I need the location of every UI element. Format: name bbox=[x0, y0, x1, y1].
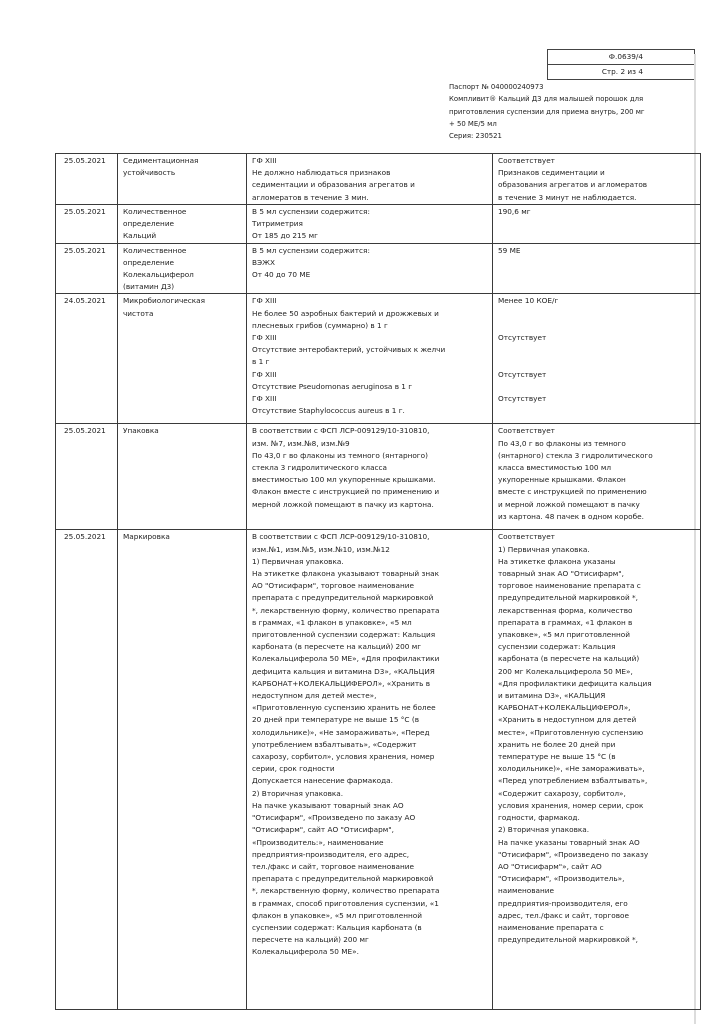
result-line: «Хранить в недоступном для детей bbox=[498, 715, 637, 725]
test-name-line: Микробиологическая bbox=[123, 296, 206, 306]
result-line: класса вместимостью 100 мл bbox=[498, 463, 612, 473]
result-line: из картона. 48 пачек в одном коробе. bbox=[498, 511, 644, 521]
norm-line: Отсутствие Staphylococcus aureus в 1 г. bbox=[252, 406, 405, 416]
result-line: условия хранения, номер серии, срок bbox=[498, 800, 644, 810]
norm-line: "Отисифарм", сайт АО "Отисифарм", bbox=[252, 825, 394, 835]
norm-line: На этикетке флакона указывают товарный знак bbox=[252, 569, 440, 579]
result-line: хранить не более 20 дней при bbox=[498, 739, 616, 749]
result-line: На пачке указаны товарный знак АО bbox=[498, 837, 640, 847]
passport-line: Компливит® Кальций Д3 для малышей порошок для bbox=[449, 95, 644, 104]
norm-line: седиментации и образования агрегатов и bbox=[252, 180, 415, 190]
result-line: наименование bbox=[498, 886, 554, 896]
result-cell bbox=[493, 424, 701, 530]
test-name-cell bbox=[118, 294, 247, 424]
test-name-cell bbox=[118, 205, 247, 244]
table-row bbox=[56, 424, 701, 530]
norm-line: ГФ XIII bbox=[252, 369, 277, 379]
result-line bbox=[498, 344, 695, 356]
date-cell bbox=[56, 424, 118, 530]
result-line: Отсутствует bbox=[498, 369, 547, 379]
result-line: годности, фармакод. bbox=[498, 813, 580, 823]
result-line: температуре не выше 15 °С (в bbox=[498, 752, 616, 762]
result-line: "Отисифарм", «Произведено по заказу bbox=[498, 849, 649, 859]
norm-line: В 5 мл суспензии содержится: bbox=[252, 207, 370, 216]
result-cell bbox=[493, 243, 701, 294]
test-name-line: Количественное bbox=[123, 207, 187, 216]
norm-line: На пачке указывают товарный знак АО bbox=[252, 800, 404, 810]
result-cell bbox=[493, 154, 701, 205]
result-line: укупоренные крышками. Флакон bbox=[498, 475, 626, 485]
norm-line: ВЭЖХ bbox=[252, 257, 275, 267]
norm-line: агломератов в течение 3 мин. bbox=[252, 192, 369, 202]
norm-line: холодильнике)», «Не замораживать», «Перед bbox=[252, 727, 430, 737]
norm-line: 20 дней при температуре не выше 15 °С (в bbox=[252, 715, 419, 725]
result-line: товарный знак АО "Отисифарм", bbox=[498, 569, 624, 579]
norm-line: В соответствии с ФСП ЛСР-009129/10-310810, bbox=[252, 426, 430, 436]
norm-line: в граммах, способ приготовления суспензии, «1 bbox=[252, 898, 439, 908]
norm-line: В соответствии с ФСП ЛСР-009129/10-310810, bbox=[252, 532, 430, 542]
norm-line: По 43,0 г во флаконы из темного (янтарного) bbox=[252, 450, 428, 460]
norm-line: АО "Отисифарм", торговое наименование bbox=[252, 581, 414, 591]
norm-line: в граммах, «1 флакон в упаковке», «5 мл bbox=[252, 617, 412, 627]
result-line bbox=[498, 356, 695, 368]
norm-line: серии, срок годности bbox=[252, 764, 335, 774]
norm-line: «Приготовленную суспензию хранить не более bbox=[252, 703, 436, 713]
date-text: 24.05.2021 bbox=[64, 296, 106, 306]
test-name-line: Кальций bbox=[123, 231, 157, 241]
norm-cell bbox=[247, 205, 493, 244]
test-name-line: Седиментационная bbox=[123, 156, 199, 165]
norm-line: мерной ложкой помещают в пачку из картона. bbox=[252, 499, 434, 509]
result-line: «Перед употреблением взбалтывать», bbox=[498, 776, 648, 786]
test-name-line: Упаковка bbox=[123, 426, 159, 436]
test-name-cell bbox=[118, 154, 247, 205]
norm-line: *, лекарственную форму, количество препарата bbox=[252, 886, 440, 896]
table-row bbox=[56, 154, 701, 205]
norm-line: 2) Вторичная упаковка. bbox=[252, 788, 344, 798]
result-line: холодильнике)», «Не замораживать», bbox=[498, 764, 645, 774]
norm-cell bbox=[247, 154, 493, 205]
norm-line: суспензии содержат: Кальция карбоната (в bbox=[252, 922, 422, 932]
result-line: и витамина D3», «КАЛЬЦИЯ bbox=[498, 691, 606, 701]
result-line: Менее 10 КОЕ/г bbox=[498, 296, 559, 306]
norm-cell bbox=[247, 243, 493, 294]
date-text: 25.05.2021 bbox=[64, 245, 106, 255]
norm-line: недоступном для детей месте», bbox=[252, 691, 377, 701]
table-row bbox=[56, 243, 701, 294]
form-code-box bbox=[547, 49, 695, 80]
result-line: КАРБОНАТ+КОЛЕКАЛЬЦИФЕРОЛ», bbox=[498, 703, 631, 713]
result-line: препарата в граммах, «1 флакон в bbox=[498, 617, 633, 627]
result-line: наименование препарата с bbox=[498, 922, 604, 932]
date-text: 25.05.2021 bbox=[64, 426, 106, 436]
test-name-cell bbox=[118, 530, 247, 1010]
norm-cell bbox=[247, 294, 493, 424]
test-name-line: (витамин Д3) bbox=[123, 282, 175, 292]
norm-line: Не должно наблюдаться признаков bbox=[252, 168, 391, 178]
norm-line: дефицита кальция и витамина D3», «КАЛЬЦИЯ bbox=[252, 666, 435, 676]
norm-line: стекла 3 гидролитического класса bbox=[252, 463, 388, 473]
test-name-cell bbox=[118, 243, 247, 294]
norm-line: От 185 до 215 мг bbox=[252, 231, 318, 241]
passport-header bbox=[449, 81, 649, 142]
norm-line: Допускается нанесение фармакода. bbox=[252, 776, 393, 786]
result-line: предупредительной маркировкой *, bbox=[498, 593, 638, 603]
norm-line: От 40 до 70 МЕ bbox=[252, 270, 311, 280]
result-line: торговое наименование препарата с bbox=[498, 581, 641, 591]
table-row bbox=[56, 294, 701, 424]
form-code: Ф.0639/4 bbox=[608, 52, 643, 61]
result-line: адрес, тел./факс и сайт, торговое bbox=[498, 910, 629, 920]
result-line: Соответствует bbox=[498, 156, 555, 165]
result-line: 2) Вторичная упаковка. bbox=[498, 825, 590, 835]
test-name-line: устойчивость bbox=[123, 168, 176, 178]
passport-line: + 50 МЕ/5 мл bbox=[449, 119, 497, 128]
result-line: суспензии содержат: Кальция bbox=[498, 642, 616, 652]
date-cell bbox=[56, 243, 118, 294]
result-line: (янтарного) стекла 3 гидролитического bbox=[498, 450, 653, 460]
norm-cell bbox=[247, 424, 493, 530]
norm-cell bbox=[247, 530, 493, 1010]
norm-line: вместимостью 100 мл укупоренные крышками. bbox=[252, 475, 436, 485]
table-row bbox=[56, 530, 701, 1010]
result-line: предприятия-производителя, его bbox=[498, 898, 628, 908]
norm-line: флакон в упаковке», «5 мл приготовленной bbox=[252, 910, 422, 920]
norm-line: «Производитель:», наименование bbox=[252, 837, 384, 847]
norm-line: Колекальциферола 50 МЕ». bbox=[252, 947, 359, 957]
result-line bbox=[498, 308, 695, 320]
result-line: вместе с инструкцией по применению bbox=[498, 487, 647, 497]
test-name-line: определение bbox=[123, 257, 175, 267]
norm-line: тел./факс и сайт, торговое наименование bbox=[252, 861, 415, 871]
date-cell bbox=[56, 205, 118, 244]
result-line: «Для профилактики дефицита кальция bbox=[498, 678, 652, 688]
norm-line: Отсутствие энтеробактерий, устойчивых к желчи bbox=[252, 345, 446, 355]
result-line: 200 мг Колекальциферола 50 МЕ», bbox=[498, 666, 633, 676]
test-name-cell bbox=[118, 424, 247, 530]
result-line: «Содержит сахарозу, сорбитол», bbox=[498, 788, 626, 798]
norm-line: изм.№1, изм.№5, изм.№10, изм.№12 bbox=[252, 544, 390, 554]
result-line: и мерной ложкой помещают в пачку bbox=[498, 499, 640, 509]
test-name-line: Количественное bbox=[123, 245, 187, 255]
norm-line: КАРБОНАТ+КОЛЕКАЛЬЦИФЕРОЛ», «Хранить в bbox=[252, 678, 431, 688]
result-line: Признаков седиментации и bbox=[498, 168, 605, 178]
test-results-table bbox=[55, 153, 701, 1010]
date-text: 25.05.2021 bbox=[64, 156, 106, 165]
date-cell bbox=[56, 154, 118, 205]
norm-line: Титриметрия bbox=[252, 219, 303, 229]
norm-line: предприятия-производителя, его адрес, bbox=[252, 849, 410, 859]
norm-line: плесневых грибов (суммарно) в 1 г bbox=[252, 320, 388, 330]
test-name-line: Колекальциферол bbox=[123, 270, 194, 280]
passport-line: Паспорт № 040000240973 bbox=[449, 83, 544, 91]
norm-line: препарата с предупредительной маркировкой bbox=[252, 593, 434, 603]
result-line: образования агрегатов и агломератов bbox=[498, 180, 648, 190]
norm-line: Флакон вместе с инструкцией по применению и bbox=[252, 487, 440, 497]
norm-line: ГФ XIII bbox=[252, 394, 277, 404]
result-line: месте», «Приготовленную суспензию bbox=[498, 727, 644, 737]
result-line bbox=[498, 320, 695, 332]
norm-line: пересчете на кальций) 200 мг bbox=[252, 935, 369, 945]
result-line: упаковке», «5 мл приготовленной bbox=[498, 630, 631, 640]
date-text: 25.05.2021 bbox=[64, 207, 106, 216]
result-line: Соответствует bbox=[498, 532, 555, 542]
result-cell bbox=[493, 530, 701, 1010]
result-line: предупредительной маркировкой *, bbox=[498, 935, 638, 945]
result-cell bbox=[493, 205, 701, 244]
norm-line: изм. №7, изм.№8, изм.№9 bbox=[252, 438, 350, 448]
norm-line: Отсутствие Pseudomonas aeruginosa в 1 г bbox=[252, 381, 413, 391]
norm-line: "Отисифарм", «Произведено по заказу АО bbox=[252, 813, 416, 823]
norm-line: в 1 г bbox=[252, 357, 270, 367]
date-cell bbox=[56, 294, 118, 424]
result-line: 190,6 мг bbox=[498, 207, 531, 216]
norm-line: препарата с предупредительной маркировкой bbox=[252, 874, 434, 884]
date-text: 25.05.2021 bbox=[64, 532, 106, 542]
test-name-line: Маркировка bbox=[123, 532, 170, 542]
norm-line: ГФ XIII bbox=[252, 296, 277, 306]
norm-line: карбоната (в пересчете на кальций) 200 мг bbox=[252, 642, 422, 652]
date-cell bbox=[56, 530, 118, 1010]
norm-line: сахарозу, сорбитол», условия хранения, номер bbox=[252, 752, 435, 762]
norm-line: ГФ XIII bbox=[252, 156, 277, 165]
result-line bbox=[498, 381, 695, 393]
norm-line: 1) Первичная упаковка. bbox=[252, 556, 344, 566]
result-line: карбоната (в пересчете на кальций) bbox=[498, 654, 640, 664]
result-line: 1) Первичная упаковка. bbox=[498, 544, 590, 554]
result-line: 59 МЕ bbox=[498, 245, 521, 255]
result-line: Отсутствует bbox=[498, 333, 547, 342]
result-cell bbox=[493, 294, 701, 424]
norm-line: В 5 мл суспензии содержится: bbox=[252, 245, 370, 255]
result-line: На этикетке флакона указаны bbox=[498, 556, 616, 566]
result-line: АО "Отисифарм"», сайт АО bbox=[498, 861, 602, 871]
test-name-line: определение bbox=[123, 219, 175, 229]
passport-line: Серия: 230521 bbox=[449, 132, 502, 141]
norm-line: приготовленной суспензии содержат: Кальция bbox=[252, 630, 436, 640]
norm-line: Колекальциферола 50 МЕ», «Для профилактики bbox=[252, 654, 440, 664]
result-line: По 43,0 г во флаконы из темного bbox=[498, 438, 626, 448]
table-row bbox=[56, 205, 701, 244]
result-line: "Отисифарм", «Производитель», bbox=[498, 874, 625, 884]
result-line: Отсутствует bbox=[498, 393, 547, 403]
result-line: в течение 3 минут не наблюдается. bbox=[498, 192, 637, 202]
norm-line: употреблением взбалтывать», «Содержит bbox=[252, 739, 417, 749]
norm-line: *, лекарственную форму, количество препарата bbox=[252, 605, 440, 615]
norm-line: ГФ XIII bbox=[252, 333, 277, 343]
norm-line: Не более 50 аэробных бактерий и дрожжевых и bbox=[252, 308, 439, 318]
page-number: Стр. 2 из 4 bbox=[548, 64, 694, 79]
result-line: лекарственная форма, количество bbox=[498, 605, 633, 615]
passport-line: приготовления суспензии для приема внутрь, 200 мг bbox=[449, 107, 645, 116]
result-line: Соответствует bbox=[498, 426, 555, 436]
test-name-line: чистота bbox=[123, 308, 154, 318]
